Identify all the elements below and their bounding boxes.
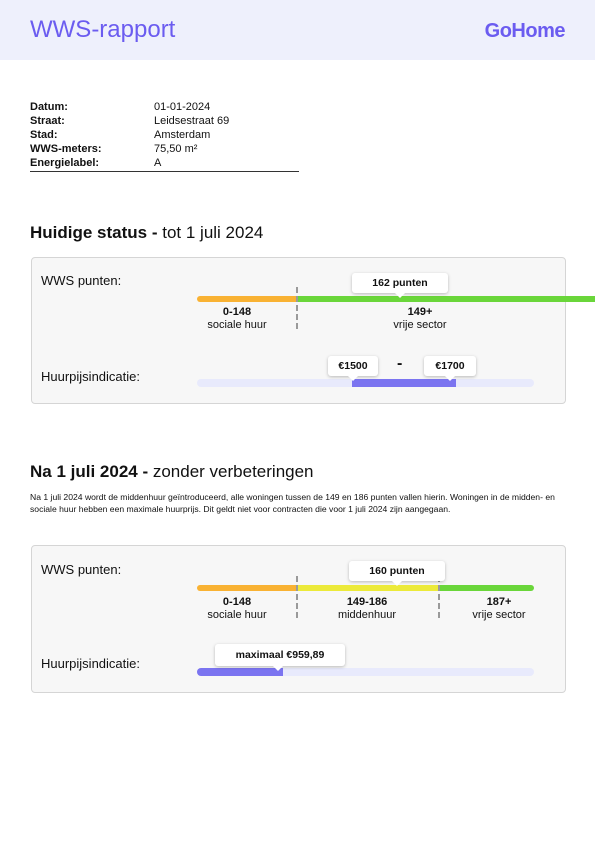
info-value: Amsterdam	[154, 129, 211, 141]
info-row-meters	[30, 142, 299, 156]
price-max-fill	[197, 668, 283, 676]
middle-rent-bar	[298, 585, 440, 591]
price-separator: -	[397, 355, 403, 372]
range-name: vrije sector	[393, 319, 447, 331]
price-high-text: €1700	[435, 360, 465, 372]
range-name: sociale huur	[207, 609, 267, 621]
wws-points-label: WWS punten:	[41, 562, 122, 577]
after-july-card	[31, 545, 566, 693]
price-low-text: €1500	[338, 360, 368, 372]
price-high-bubble	[424, 356, 476, 376]
price-low-bubble	[328, 356, 378, 376]
range-value: 149+	[407, 306, 433, 318]
max-price-bubble	[215, 644, 345, 666]
info-label: Straat:	[30, 115, 65, 127]
range-value: 0-148	[222, 596, 252, 608]
heading-bold: Huidige status -	[30, 223, 158, 242]
points-bubble-text: 160 punten	[369, 565, 425, 577]
heading-bold: Na 1 juli 2024 -	[30, 462, 149, 481]
range-middle	[327, 596, 407, 622]
wws-points-label: WWS punten:	[41, 273, 122, 288]
bubble-pointer	[395, 293, 405, 298]
bubble-pointer	[392, 581, 402, 586]
heading-rest: zonder verbeteringen	[148, 462, 314, 481]
info-label: Stad:	[30, 129, 58, 141]
bubble-pointer	[273, 666, 283, 671]
threshold-divider	[296, 576, 298, 618]
points-bubble	[352, 273, 448, 293]
price-indication-label: Huurpijsindicatie:	[41, 369, 140, 384]
points-bubble-text: 162 punten	[372, 277, 428, 289]
free-sector-bar	[298, 296, 595, 302]
range-free	[459, 596, 539, 622]
threshold-divider	[296, 287, 298, 329]
info-row-date	[30, 100, 299, 114]
social-rent-bar	[197, 296, 298, 302]
info-row-energy	[30, 156, 299, 170]
bubble-pointer	[445, 376, 455, 381]
points-bubble	[349, 561, 445, 581]
page-title: WWS-rapport	[30, 16, 176, 43]
current-status-heading	[30, 223, 263, 243]
after-july-heading	[30, 462, 314, 482]
social-rent-bar	[197, 585, 298, 591]
heading-rest: tot 1 juli 2024	[157, 223, 264, 242]
range-social	[197, 596, 277, 622]
property-info-table	[30, 100, 299, 172]
threshold-divider	[438, 576, 440, 618]
current-status-card	[31, 257, 566, 404]
info-value: A	[154, 157, 162, 169]
range-name: sociale huur	[207, 319, 267, 331]
gohome-logo[interactable]: GoHome	[484, 20, 565, 42]
info-value: Leidsestraat 69	[154, 115, 230, 127]
info-row-street	[30, 114, 299, 128]
free-sector-bar	[440, 585, 534, 591]
info-label: Energielabel:	[30, 157, 100, 169]
middenhuur-description: Na 1 juli 2024 wordt de middenhuur geïntroduceerd, alle woningen tussen de 149 en 186 punten vallen hierin. Woningen in de midden- en sociale huur hebben een maximale huurprijs. Dit geldt niet voor contracten die voor 1 juli 2024 zijn aangegaan.	[30, 492, 555, 514]
range-free	[380, 306, 460, 332]
bubble-pointer	[348, 376, 358, 381]
range-name: vrije sector	[472, 609, 526, 621]
info-value: 75,50 m²	[154, 143, 198, 155]
price-range-fill	[352, 379, 456, 387]
info-label: WWS-meters:	[30, 143, 102, 155]
range-value: 187+	[486, 596, 512, 608]
header-bar	[0, 0, 595, 60]
range-social	[197, 306, 277, 332]
info-row-city	[30, 128, 299, 142]
info-value: 01-01-2024	[154, 101, 211, 113]
range-name: middenhuur	[337, 609, 397, 621]
range-value: 149-186	[346, 596, 388, 608]
price-indication-label: Huurpijsindicatie:	[41, 656, 140, 671]
info-label: Datum:	[30, 101, 68, 113]
range-value: 0-148	[222, 306, 252, 318]
max-price-text: maximaal €959,89	[235, 649, 325, 661]
